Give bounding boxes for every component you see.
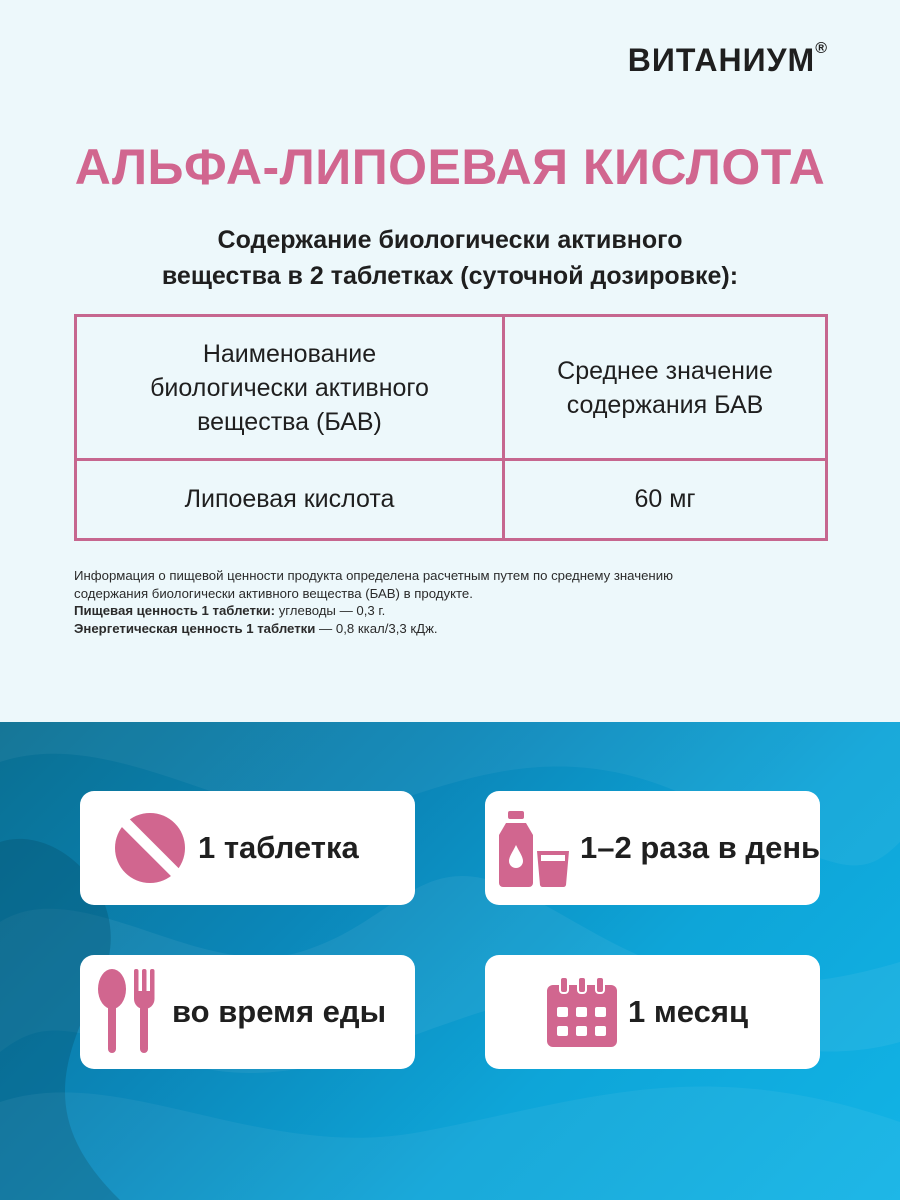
card-dose-label: 1 таблетка xyxy=(198,830,359,865)
card-with-meal xyxy=(80,955,415,1069)
header-name xyxy=(76,316,504,460)
brand-logo xyxy=(628,42,828,79)
calendar-icon xyxy=(547,977,617,1047)
card-duration-label: 1 месяц xyxy=(628,994,749,1029)
table-row xyxy=(76,460,827,540)
row-value: 60 мг xyxy=(504,460,827,540)
registered-mark: ® xyxy=(815,40,828,57)
subtitle-line-2: вещества в 2 таблетках (суточной дозировке): xyxy=(161,262,739,290)
card-frequency xyxy=(485,791,820,905)
nutrition-value: углеводы — 0,3 г. xyxy=(275,603,386,618)
info-line-2: содержания биологически активного вещества (БАВ) в продукте. xyxy=(74,585,473,601)
subtitle-line-1: Содержание биологически активного xyxy=(217,226,683,254)
card-duration xyxy=(485,955,820,1069)
row-name: Липоевая кислота xyxy=(76,460,504,540)
bav-table xyxy=(74,314,828,541)
page-title: АЛЬФА-ЛИПОЕВАЯ КИСЛОТА xyxy=(74,139,826,195)
brand-name: ВИТАНИУМ xyxy=(627,42,816,78)
header-name-line-2: биологически активного xyxy=(150,373,429,402)
bottle-glass-icon xyxy=(497,811,571,887)
header-name-line-3: вещества (БАВ) xyxy=(197,407,382,436)
energy-value: — 0,8 ккал/3,3 кДж. xyxy=(315,620,438,636)
card-frequency-label: 1–2 раза в день xyxy=(580,830,821,865)
nutrition-info xyxy=(74,567,834,637)
header-value xyxy=(504,316,827,460)
info-energy xyxy=(74,620,834,638)
header-name-line-1: Наименование xyxy=(202,339,377,368)
info-line-1: Информация о пищевой ценности продукта определена расчетным путем по среднему значению xyxy=(74,568,673,583)
table-header-row xyxy=(76,316,827,460)
card-with-meal-label: во время еды xyxy=(172,994,387,1029)
info-nutrition xyxy=(74,602,834,620)
subtitle xyxy=(100,222,800,294)
header-value-line-2: содержания БАВ xyxy=(566,390,764,419)
spoon-fork-icon xyxy=(96,969,160,1055)
card-dose xyxy=(80,791,415,905)
tablet-icon xyxy=(114,812,186,884)
header-value-line-1: Среднее значение xyxy=(557,356,773,385)
nutrition-label: Пищевая ценность 1 таблетки: xyxy=(74,603,276,618)
energy-label: Энергетическая ценность 1 таблетки xyxy=(74,620,316,636)
